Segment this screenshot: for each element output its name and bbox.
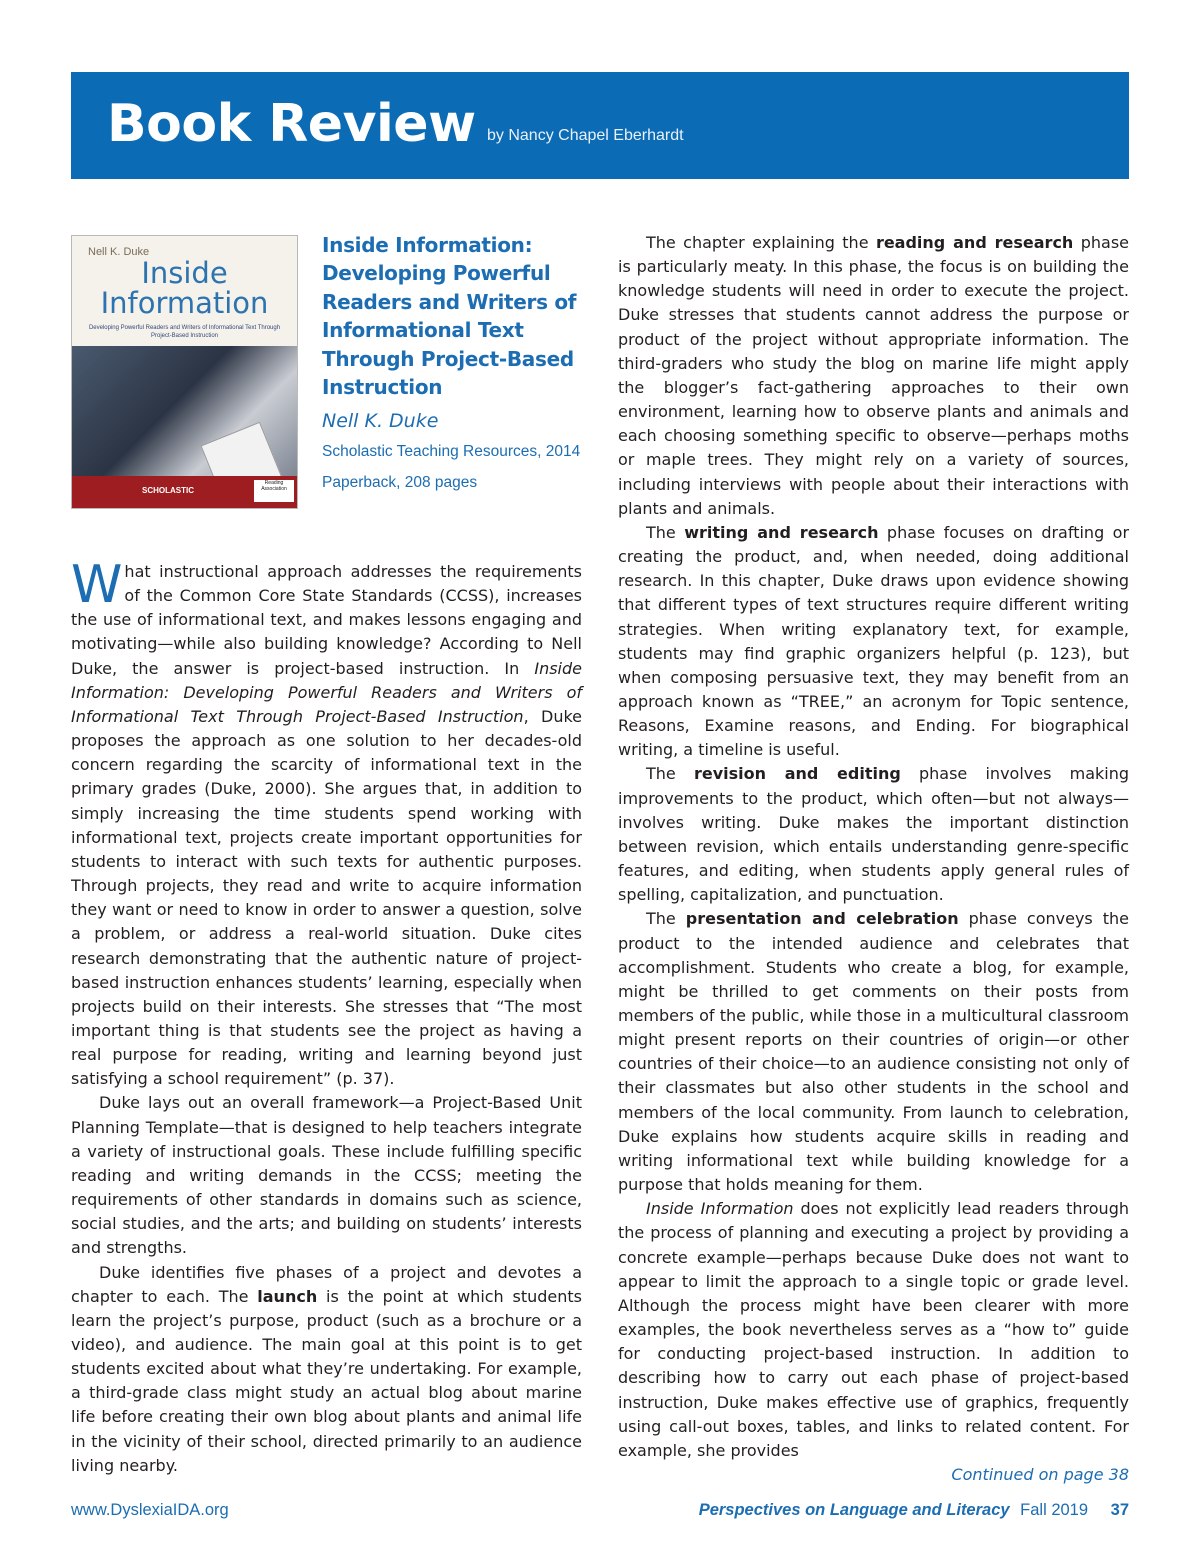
book-title-italic: Inside Information bbox=[646, 1199, 794, 1219]
cover-partner-logo: Reading Association bbox=[254, 480, 294, 502]
text-run: phase conveys the product to the intended audience and celebrates that accomplishment. Students who create a blog, for example, might be thrilled to get comments on their posts from members of the public, while those in a multicultural classroom might present reports on their countries of origin—or other countries of their choice—to an audience consisting not only of their classmates but also other students in the school and members of the local community. From launch to celebration, Duke explains how students acquire skills in reading and writing informational text while building knowledge for a purpose that holds meaning for them. bbox=[618, 909, 1130, 1195]
book-author: Nell K. Duke bbox=[322, 410, 439, 433]
footer-publication bbox=[699, 1501, 1129, 1520]
drop-cap: W bbox=[71, 555, 123, 615]
text-run: , Duke proposes the approach as one solution to her decades-old concern regarding the scarcity of informational text in the primary grades (Duke, 2000). She argues that, in addition to simply increasing the time students spend working with informational text, projects create important opportunities for students to interact with such texts for authentic purposes. Through projects, they read and write to acquire information they want or need to know in order to answer a question, solve a problem, or address a real-world situation. Duke cites research demonstrating that the authentic nature of project-based instruction enhances students’ learning, especially when projects build on their interests. She stresses that “The most important thing is that students see the project as having a real purpose for reading, writing and learning beyond just satisfying a school requirement” (p. 37). bbox=[71, 706, 582, 1089]
text-run: phase involves making improvements to the product, which often—but not always—involves writing. Duke makes the important distinction between revision, which entails understanding genre-specific features, and editing, when students apply general rules of spelling, capitalization, and punctuation. bbox=[618, 764, 1130, 905]
paragraph bbox=[618, 1197, 1129, 1463]
cover-title bbox=[82, 258, 287, 318]
phase-term: writing and research bbox=[684, 522, 879, 542]
left-column bbox=[71, 555, 582, 1478]
magazine-name: Perspectives on Language and Literacy bbox=[698, 1501, 1010, 1519]
book-info bbox=[322, 231, 582, 492]
paragraph bbox=[71, 555, 582, 1091]
page-title: Book Review bbox=[107, 94, 476, 154]
book-publisher: Scholastic Teaching Resources, 2014 bbox=[322, 443, 581, 461]
text-run: The bbox=[646, 909, 686, 929]
text-run: The chapter explaining the bbox=[646, 233, 876, 252]
footer-url[interactable]: www.DyslexiaIDA.org bbox=[71, 1501, 229, 1519]
phase-term: revision and editing bbox=[693, 764, 901, 784]
book-title: Inside Information: Developing Powerful Readers and Writers of Informational Text Through Project-Based Instruction bbox=[322, 233, 577, 400]
paragraph bbox=[618, 907, 1129, 1197]
book-cover-image bbox=[71, 235, 298, 509]
cover-subtitle: Developing Powerful Readers and Writers of Informational Text Through Project-Based Instruction bbox=[88, 325, 281, 339]
cover-title-line1: Inside bbox=[141, 256, 228, 290]
text-run: hat instructional approach addresses the requirements of the Common Core State Standards (CCSS), increases the use of informational text, and makes lessons engaging and motivating—while also building knowledge? According to Nell Duke, the answer is project-based instruction. In bbox=[71, 562, 582, 678]
phase-term: launch bbox=[257, 1286, 318, 1306]
text-run: Duke identifies five phases of a project and devotes a chapter to each. The bbox=[71, 1262, 582, 1306]
cover-author: Nell K. Duke bbox=[88, 246, 150, 258]
text-run: is the point at which students learn the project’s purpose, product (such as a brochure or a video), and audience. The main goal at this point is to get students excited about what they’re undertaking. For example, a third-grade class might study an actual blog about marine life before creating their own blog about plants and animal life in the vicinity of their school, directed primarily to an audience living nearby. bbox=[71, 1286, 582, 1475]
phase-term: presentation and celebration bbox=[685, 909, 959, 929]
page-number: 37 bbox=[1110, 1501, 1129, 1519]
right-column bbox=[618, 231, 1129, 1487]
text-run: phase is particularly meaty. In this phase, the focus is on building the knowledge students will need in order to execute the project. Duke stresses that students cannot address the purpose or product of the project without appropriate information. The third-graders who study the blog on marine life might apply the blogger’s fact-gathering approaches to their own environment, learning how to observe plants and animals and each choosing something specific to observe—perhaps moths or maple trees. They might rely on a variety of sources, including interviews with people about their interactions with plants and animals. bbox=[618, 233, 1129, 518]
header-banner bbox=[71, 72, 1129, 179]
continued-link[interactable]: Continued on page 38 bbox=[951, 1464, 1129, 1484]
paragraph bbox=[618, 521, 1129, 763]
text-run: The bbox=[646, 522, 685, 542]
book-format: Paperback, 208 pages bbox=[322, 474, 478, 492]
paragraph bbox=[71, 1261, 582, 1478]
byline: by Nancy Chapel Eberhardt bbox=[487, 127, 684, 144]
phase-term: reading and research bbox=[875, 233, 1074, 252]
text-run: does not explicitly lead readers through the process of planning and executing a project by providing a concrete example—perhaps because Duke does not want to appear to limit the approach to a single topic or grade level. Although the process might have been clearer with more examples, the book nevertheless serves as a “how to” guide for conducting project-based instruction. In addition to describing how to carry out each phase of project-based instruction, Duke makes effective use of graphics, frequently using call-out boxes, tables, and links to related content. For example, she provides bbox=[618, 1199, 1129, 1460]
paragraph bbox=[618, 231, 1129, 521]
paragraph: Duke lays out an overall framework—a Project-Based Unit Planning Template—that is designed to help teachers integrate a variety of instructional goals. These include fulfilling specific reading and writing demands in the CCSS; meeting the requirements of other standards in domains such as science, social studies, and the arts; and building on students’ interests and strengths. bbox=[71, 1093, 582, 1258]
paragraph bbox=[618, 762, 1129, 907]
cover-publisher-logo: SCHOLASTIC bbox=[142, 486, 194, 495]
issue-date: Fall 2019 bbox=[1020, 1501, 1089, 1519]
book-title-italic: Inside Information: Developing Powerful Readers and Writers of Informational Text Through Project-Based Instruction bbox=[71, 658, 582, 726]
text-run: The bbox=[646, 764, 694, 784]
text-run: phase focuses on drafting or creating the product, and, when needed, doing additional research. In this chapter, Duke draws upon evidence showing that different types of text structures require different writing strategies. When writing explanatory text, for example, students may find graphic organizers helpful (p. 123), but when composing persuasive text, they may benefit from an approach known as “TREE,” an acronym for Topic sentence, Reasons, Examine reasons, and Ending. For biographical writing, a timeline is useful. bbox=[618, 522, 1130, 760]
cover-title-line2: Information bbox=[100, 286, 269, 320]
